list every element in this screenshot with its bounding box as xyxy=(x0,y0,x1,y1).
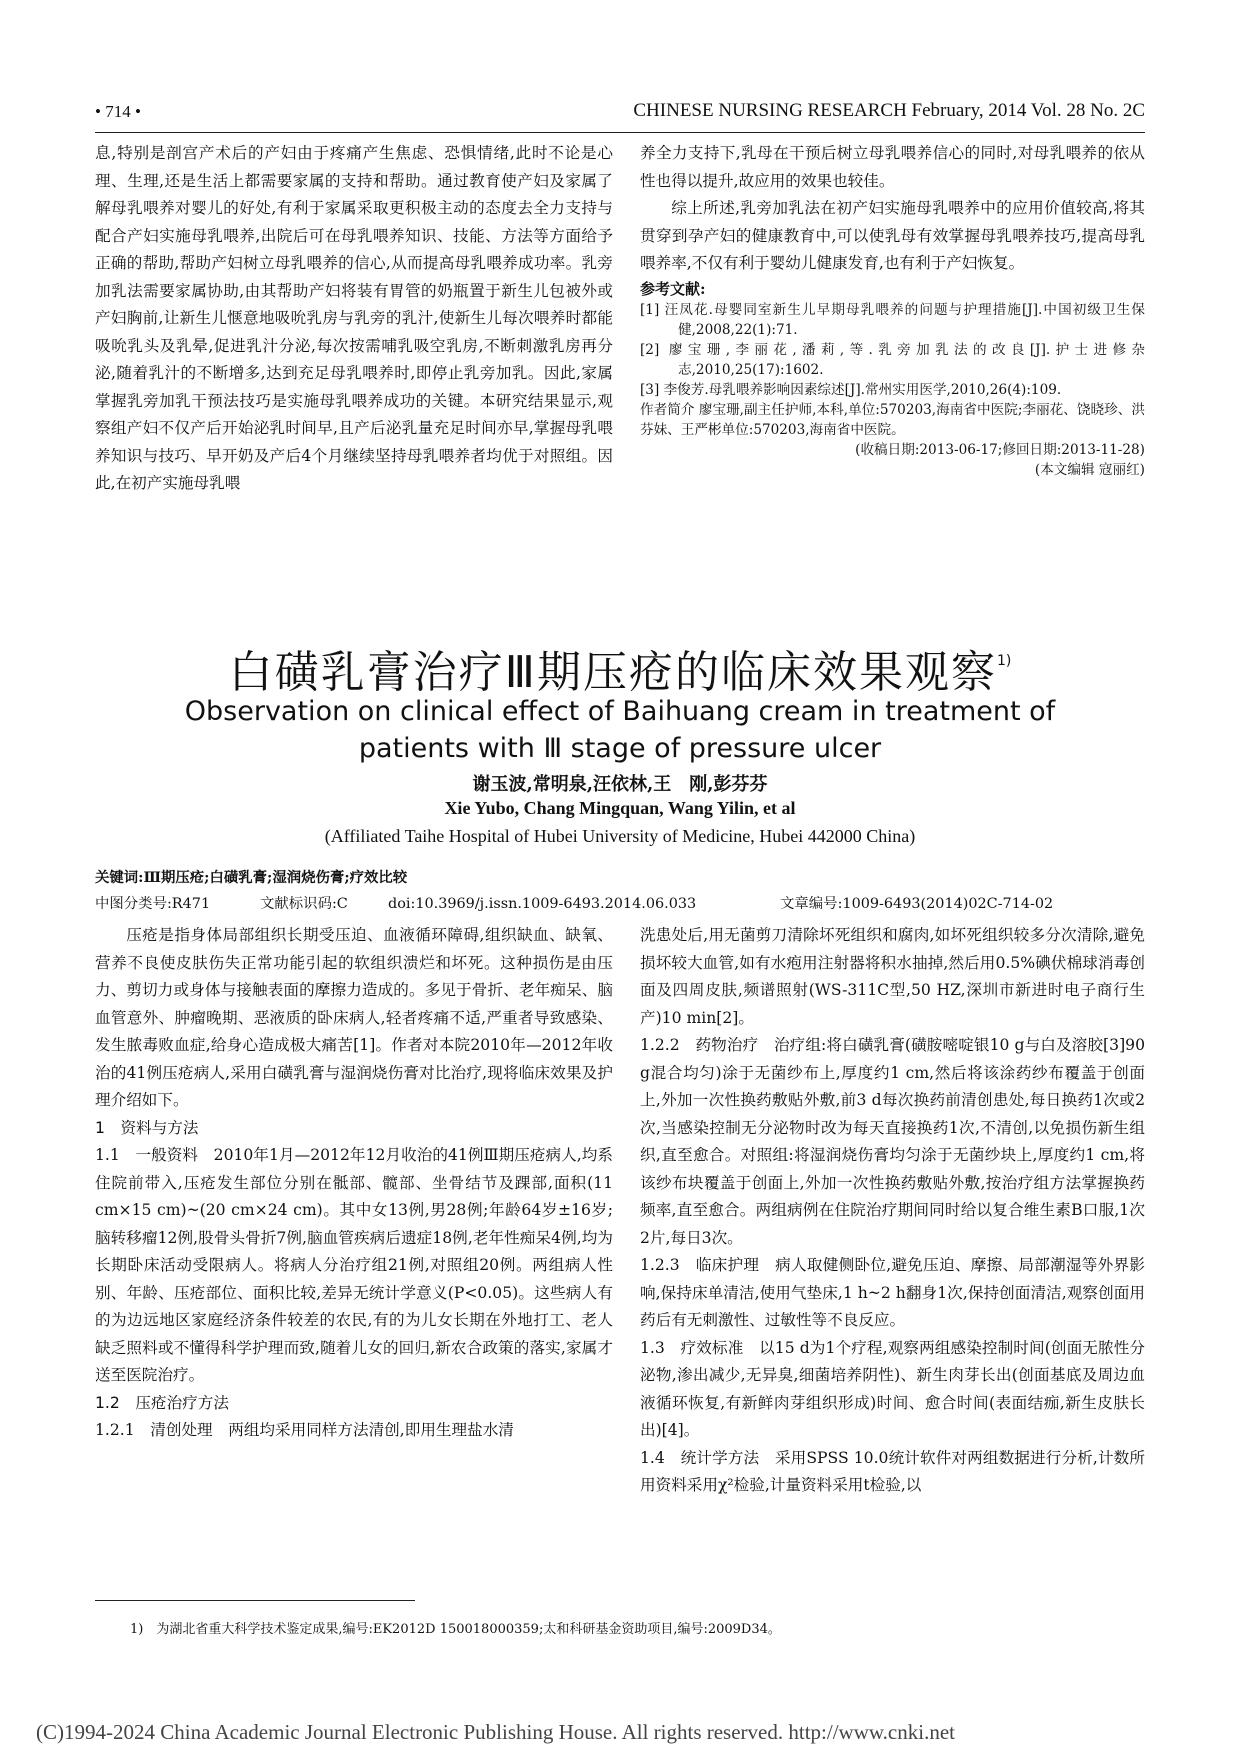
intro-paragraph: 压疮是指身体局部组织长期受压迫、血液循环障碍,组织缺血、缺氧、营养不良使皮肤伤失正常功能引起的软组织溃烂和坏死。这种损伤是由压力、剪切力或身体与接触表面的摩擦力造成的。多见于骨折、老年痴呆、脑血管意外、肿瘤晚期、恶液质的卧床病人,轻者疼痛不适,严重者导致感染、发生脓毒败血症,给身心造成极大痛苦[1]。作者对本院2010年—2012年收治的41例压疮病人,采用白磺乳膏与湿润烧伤膏对比治疗,现将临床效果及护理介绍如下。 xyxy=(95,926,613,1109)
keywords: 关键词:Ⅲ期压疮;白磺乳膏;湿润烧伤膏;疗效比较 xyxy=(95,869,408,886)
article-title-en-line2: patients with Ⅲ stage of pressure ulcer xyxy=(358,733,882,764)
running-header xyxy=(95,100,1145,130)
article-title-en-line1: Observation on clinical effect of Baihuang cream in treatment of xyxy=(184,696,1056,727)
previous-article-conclusion: 综上所述,乳旁加乳法在初产妇实施母乳喂养中的应用价值较高,将其贯穿到孕产妇的健康教育中,可以使乳母有效掌握母乳喂养技巧,提高母乳喂养率,不仅有利于婴幼儿健康发育,也有利于产妇恢复。 xyxy=(640,199,1145,272)
title-cn-text: 白磺乳膏治疗Ⅲ期压疮的临床效果观察 xyxy=(228,647,997,698)
article-number: 文章编号:1009-6493(2014)02C-714-02 xyxy=(780,896,1054,912)
section-heading-1-2: 1.2 压疮治疗方法 xyxy=(95,1393,229,1412)
body-left-column xyxy=(95,922,613,1445)
footnote: 1) 为湖北省重大科学技术鉴定成果,编号:EK2012D 150018000359;太和科研基金资助项目,编号:2009D34。 xyxy=(130,1622,781,1637)
affiliation: (Affiliated Taihe Hospital of Hubei University of Medicine, Hubei 442000 China) xyxy=(324,826,916,846)
section-1-3: 1.3 疗效标准 以15 d为1个疗程,观察两组感染控制时间(创面无脓性分泌物,渗出减少,无异臭,细菌培养阴性)、新生肉芽长出(创面基底及周边血液循环恢复,有新鲜肉芽组织形成)时间、愈合时间(表面结痂,新生皮肤长出)[4]。 xyxy=(640,1338,1145,1439)
doi: doi:10.3969/j.issn.1009-6493.2014.06.033 xyxy=(388,896,697,912)
header-rule xyxy=(95,132,1145,133)
reference-item: [2] 廖宝珊,李丽花,潘莉,等.乳旁加乳法的改良[J].护士进修杂志,2010,25(17):1602. xyxy=(640,341,1145,378)
authors-en: Xie Yubo, Chang Mingquan, Wang Yilin, et al xyxy=(444,798,796,818)
received-dates: (收稿日期:2013-06-17;修回日期:2013-11-28) xyxy=(855,441,1145,458)
classification-line xyxy=(95,892,1145,913)
previous-article-left-column xyxy=(95,140,613,498)
copyright-line: (C)1994-2024 China Academic Journal Electronic Publishing House. All rights reserved. http://www.cnki.net xyxy=(36,1720,955,1744)
section-1-1: 1.1 一般资料 2010年1月—2012年12月收治的41例Ⅲ期压疮病人,均系住院前带入,压疮发生部位分别在骶部、髋部、坐骨结节及踝部,面积(11 cm×15 cm)~(20 cm×24 cm)。其中女13例,男28例;年龄64岁±16岁;脑转移瘤12例,股骨头骨折7例,脑血管疾病后遗症18例,老年性痴呆4例,均为长期卧床活动受限病人。将病人分治疗组21例,对照组20例。两组病人性别、年龄、压疮部位、面积比较,差异无统计学意义(P<0.05)。这些病人有的为边远地区家庭经济条件较差的农民,有的为儿女长期在外地打工、老人缺乏照料或不懂得科学护理而致,随着儿女的回归,新农合政策的落实,家属才送至医院治疗。 xyxy=(95,1146,613,1384)
references-heading: 参考文献: xyxy=(640,279,706,298)
previous-article-text-cont: 养全力支持下,乳母在干预后树立母乳喂养信心的同时,对母乳喂养的依从性也得以提升,故应用的效果也较佳。 xyxy=(640,144,1145,190)
page-number: • 714 • xyxy=(95,102,141,121)
reference-item: [1] 汪凤花.母婴同室新生儿早期母乳喂养的问题与护理措施[J].中国初级卫生保健,2008,22(1):71. xyxy=(640,301,1145,338)
document-code: 文献标识码:C xyxy=(260,896,348,912)
article-title-cn xyxy=(0,636,1240,700)
section-heading-1: 1 资料与方法 xyxy=(95,1118,199,1137)
section-1-2-2: 1.2.2 药物治疗 治疗组:将白磺乳膏(磺胺嘧啶银10 g与白及溶胶[3]90 g混合均匀)涂于无菌纱布上,厚度约1 cm,然后将该涂药纱布覆盖于创面上,外加一次性换药敷贴外敷,前3 d每次换药前清创患处,每日换药1次或2次,当感染控制无分泌物时改为每天直接换药1次,不清创,以免损伤新生组织,直至愈合。对照组:将湿润烧伤膏均匀涂于无菌纱块上,厚度约1 cm,将该纱布块覆盖于创面上,外加一次性换药敷贴外敷,按治疗组方法掌握换药频率,直至愈合。两组病例在住院治疗期间同时给以复合维生素B口服,1次2片,每日3次。 xyxy=(640,1036,1145,1247)
reference-item: [3] 李俊芳.母乳喂养影响因素综述[J].常州实用医学,2010,26(4):109. xyxy=(640,381,1062,398)
authors-cn: 谢玉波,常明泉,汪依林,王 刚,彭芬芬 xyxy=(472,774,768,795)
previous-article-right-column xyxy=(640,140,1145,480)
section-1-2-1: 1.2.1 清创处理 两组均采用同样方法清创,即用生理盐水清 xyxy=(95,1421,514,1439)
section-1-4: 1.4 统计学方法 采用SPSS 10.0统计软件对两组数据进行分析,计数所用资料采用χ²检验,计量资料采用t检验,以 xyxy=(640,1448,1145,1494)
body-right-column xyxy=(640,922,1145,1500)
editor-note: (本文编辑 寇丽红) xyxy=(1034,461,1145,478)
section-1-2-1-cont: 洗患处后,用无菌剪刀清除坏死组织和腐肉,如坏死组织较多分次清除,避免损坏较大血管,如有水疱用注射器将积水抽掉,然后用0.5%碘伏棉球消毒创面及四周皮肤,频谱照射(WS-311C型,50 HZ,深圳市新进时电子商行生产)10 min[2]。 xyxy=(640,926,1145,1027)
title-footnote-mark: 1) xyxy=(996,653,1012,669)
author-note: 作者简介 廖宝珊,副主任护师,本科,单位:570203,海南省中医院;李丽花、饶晓珍、洪芬妹、王严彬单位:570203,海南省中医院。 xyxy=(640,401,1145,438)
section-1-2-3: 1.2.3 临床护理 病人取健侧卧位,避免压迫、摩擦、局部潮湿等外界影响,保持床单清洁,使用气垫床,1 h~2 h翻身1次,保持创面清洁,观察创面用药后有无刺激性、过敏性等不良反应。 xyxy=(640,1256,1145,1329)
previous-article-text: 息,特别是剖宫产术后的产妇由于疼痛产生焦虑、恐惧情绪,此时不论是心理、生理,还是生活上都需要家属的支持和帮助。通过教育使产妇及家属了解母乳喂养对婴儿的好处,有利于家属采取更积极主动的态度去全力支持与配合产妇实施母乳喂养,出院后可在母乳喂养知识、技能、方法等方面给予正确的帮助,帮助产妇树立母乳喂养的信心,从而提高母乳喂养成功率。乳旁加乳法需要家属协助,由其帮助产妇将装有胃管的奶瓶置于新生儿包被外或产妇胸前,让新生儿惬意地吸吮乳房与乳旁的乳汁,使新生儿每次喂养时都能吸吮乳头及乳晕,促进乳汁分泌,每次按需哺乳吸空乳房,不断刺激乳房再分泌,随着乳汁的不断增多,达到充足母乳喂养时,即停止乳旁加乳。因此,家属掌握乳旁加乳干预法技巧是实施母乳喂养成功的关键。本研究结果显示,观察组产妇不仅产后开始泌乳时间早,且产后泌乳量充足时间亦早,掌握母乳喂养知识与技巧、早开奶及产后4个月继续坚持母乳喂养者均优于对照组。因此,在初产实施母乳喂 xyxy=(95,144,613,492)
journal-title: CHINESE NURSING RESEARCH February, 2014 Vol. 28 No. 2C xyxy=(633,100,1145,121)
footnote-rule xyxy=(95,1600,415,1601)
class-number: 中图分类号:R471 xyxy=(95,896,211,912)
